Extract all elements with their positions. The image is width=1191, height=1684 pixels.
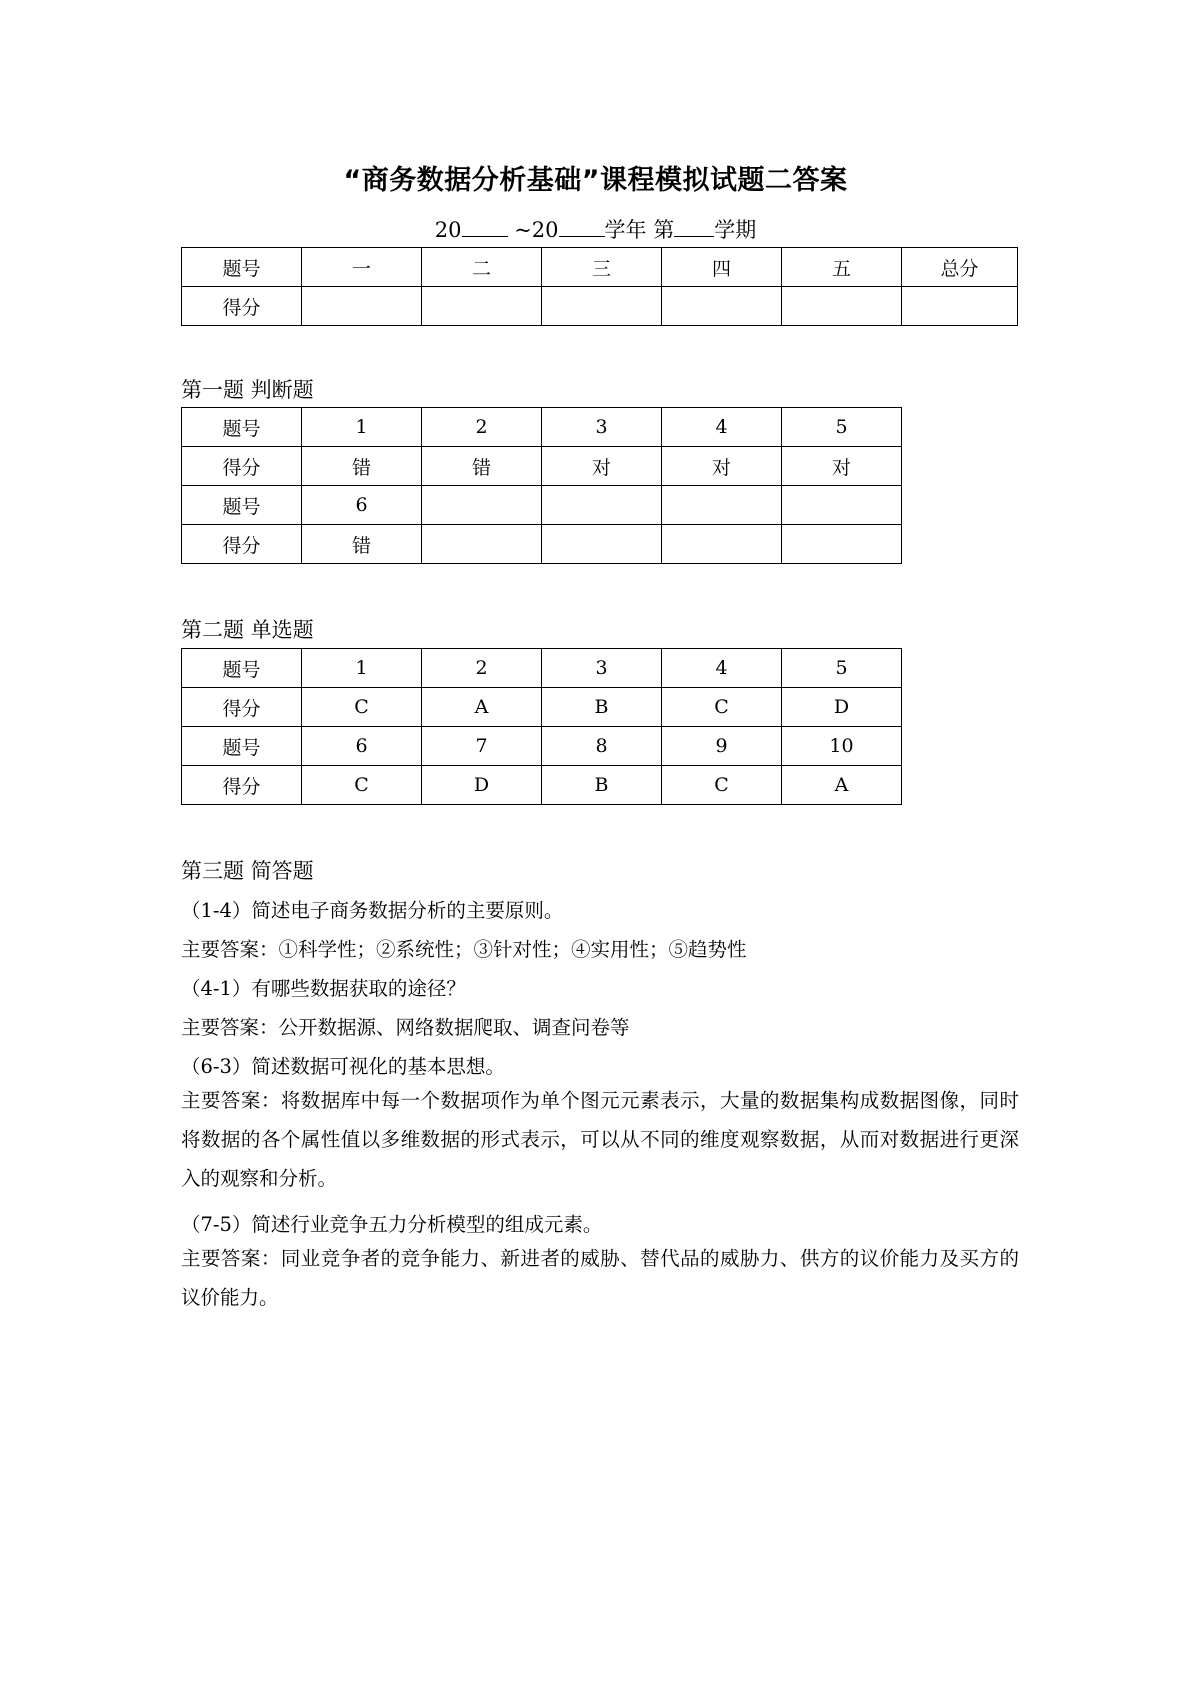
- question-number-cell: [662, 486, 782, 525]
- question-number-cell: 10: [782, 727, 902, 766]
- header-cell: 五: [782, 248, 902, 287]
- answer-cell: 对: [782, 447, 902, 486]
- summary-score-table: [181, 247, 1018, 326]
- header-cell: 总分: [902, 248, 1018, 287]
- header-cell: 一: [302, 248, 422, 287]
- answer-cell: 错: [302, 525, 422, 564]
- answer-cell: 对: [542, 447, 662, 486]
- answer-cell: [782, 525, 902, 564]
- term-blank: [674, 218, 714, 237]
- term-prefix: 第: [653, 218, 675, 242]
- header-cell: 四: [662, 248, 782, 287]
- score-cell[interactable]: [302, 287, 422, 326]
- table-row: [182, 447, 902, 486]
- header-cell: 二: [422, 248, 542, 287]
- true-false-answer-table: [181, 407, 902, 564]
- table-row: [182, 248, 1018, 287]
- question-number-cell: 8: [542, 727, 662, 766]
- row-label-cell: 题号: [182, 727, 302, 766]
- table-row: [182, 287, 1018, 326]
- answer-text: 主要答案：公开数据源、网络数据爬取、调查问卷等: [181, 1016, 630, 1039]
- question-number-cell: 2: [422, 408, 542, 447]
- question-number-cell: 9: [662, 727, 782, 766]
- row-label-cell: 得分: [182, 766, 302, 805]
- question-number-cell: [422, 486, 542, 525]
- row-label-cell: 得分: [182, 688, 302, 727]
- answer-cell: A: [782, 766, 902, 805]
- score-cell[interactable]: [782, 287, 902, 326]
- answer-cell: C: [662, 766, 782, 805]
- answer-paragraph: 主要答案：将数据库中每一个数据项作为单个图元元素表示，大量的数据集构成数据图像，同时将数据的各个属性值以多维数据的形式表示，可以从不同的维度观察数据，从而对数据进行更深入的观察和分析。: [181, 1089, 1019, 1190]
- year-separator: ~20: [514, 218, 559, 242]
- table-row: [182, 486, 902, 525]
- row-label-cell: 题号: [182, 486, 302, 525]
- section-heading: 第三题 简答题: [181, 859, 314, 883]
- answer-cell: D: [782, 688, 902, 727]
- score-cell[interactable]: [422, 287, 542, 326]
- question-number-cell: 3: [542, 649, 662, 688]
- question-text: （4-1）有哪些数据获取的途径？: [181, 977, 466, 1000]
- year-start-blank: [462, 218, 508, 237]
- row-label-cell: 得分: [182, 525, 302, 564]
- answer-cell: [422, 525, 542, 564]
- header-cell: 题号: [182, 248, 302, 287]
- score-cell[interactable]: [662, 287, 782, 326]
- answer-cell: 错: [302, 447, 422, 486]
- term-label: 学期: [714, 218, 757, 242]
- question-number-cell: 4: [662, 408, 782, 447]
- answer-cell: B: [542, 688, 662, 727]
- answer-cell: C: [302, 688, 422, 727]
- question-number-cell: 1: [302, 408, 422, 447]
- table-row: [182, 766, 902, 805]
- row-label-cell: 题号: [182, 649, 302, 688]
- answer-text: 主要答案：①科学性；②系统性；③针对性；④实用性；⑤趋势性: [181, 938, 747, 961]
- question-number-cell: 6: [302, 727, 422, 766]
- document-title: “商务数据分析基础”课程模拟试题二答案: [343, 165, 848, 196]
- section-heading: 第一题 判断题: [181, 378, 314, 402]
- header-cell: 三: [542, 248, 662, 287]
- row-label-cell: 得分: [182, 287, 302, 326]
- question-number-cell: 6: [302, 486, 422, 525]
- answer-paragraph: 主要答案：同业竞争者的竞争能力、新进者的威胁、替代品的威胁力、供方的议价能力及买方的议价能力。: [181, 1247, 1019, 1309]
- question-number-cell: 2: [422, 649, 542, 688]
- table-row: [182, 688, 902, 727]
- year-end-blank: [559, 218, 605, 237]
- single-choice-answer-table: [181, 648, 902, 805]
- question-text: （6-3）简述数据可视化的基本思想。: [181, 1055, 505, 1078]
- answer-cell: D: [422, 766, 542, 805]
- question-text: （1-4）简述电子商务数据分析的主要原则。: [181, 899, 564, 922]
- question-number-cell: 5: [782, 649, 902, 688]
- answer-cell: B: [542, 766, 662, 805]
- academic-term-line: [0, 214, 1191, 244]
- table-row: [182, 408, 902, 447]
- answer-cell: A: [422, 688, 542, 727]
- year-label: 学年: [604, 218, 647, 242]
- section-heading: 第二题 单选题: [181, 618, 314, 642]
- answer-cell: [662, 525, 782, 564]
- question-number-cell: 1: [302, 649, 422, 688]
- question-number-cell: [782, 486, 902, 525]
- score-cell[interactable]: [902, 287, 1018, 326]
- row-label-cell: 题号: [182, 408, 302, 447]
- table-row: [182, 649, 902, 688]
- answer-cell: 错: [422, 447, 542, 486]
- row-label-cell: 得分: [182, 447, 302, 486]
- question-number-cell: 5: [782, 408, 902, 447]
- table-row: [182, 525, 902, 564]
- question-number-cell: 4: [662, 649, 782, 688]
- answer-cell: [542, 525, 662, 564]
- table-row: [182, 727, 902, 766]
- answer-cell: C: [302, 766, 422, 805]
- score-cell[interactable]: [542, 287, 662, 326]
- answer-cell: C: [662, 688, 782, 727]
- question-text: （7-5）简述行业竞争五力分析模型的组成元素。: [181, 1213, 603, 1236]
- question-number-cell: 7: [422, 727, 542, 766]
- answer-cell: 对: [662, 447, 782, 486]
- year-start: 20: [434, 218, 462, 242]
- question-number-cell: 3: [542, 408, 662, 447]
- question-number-cell: [542, 486, 662, 525]
